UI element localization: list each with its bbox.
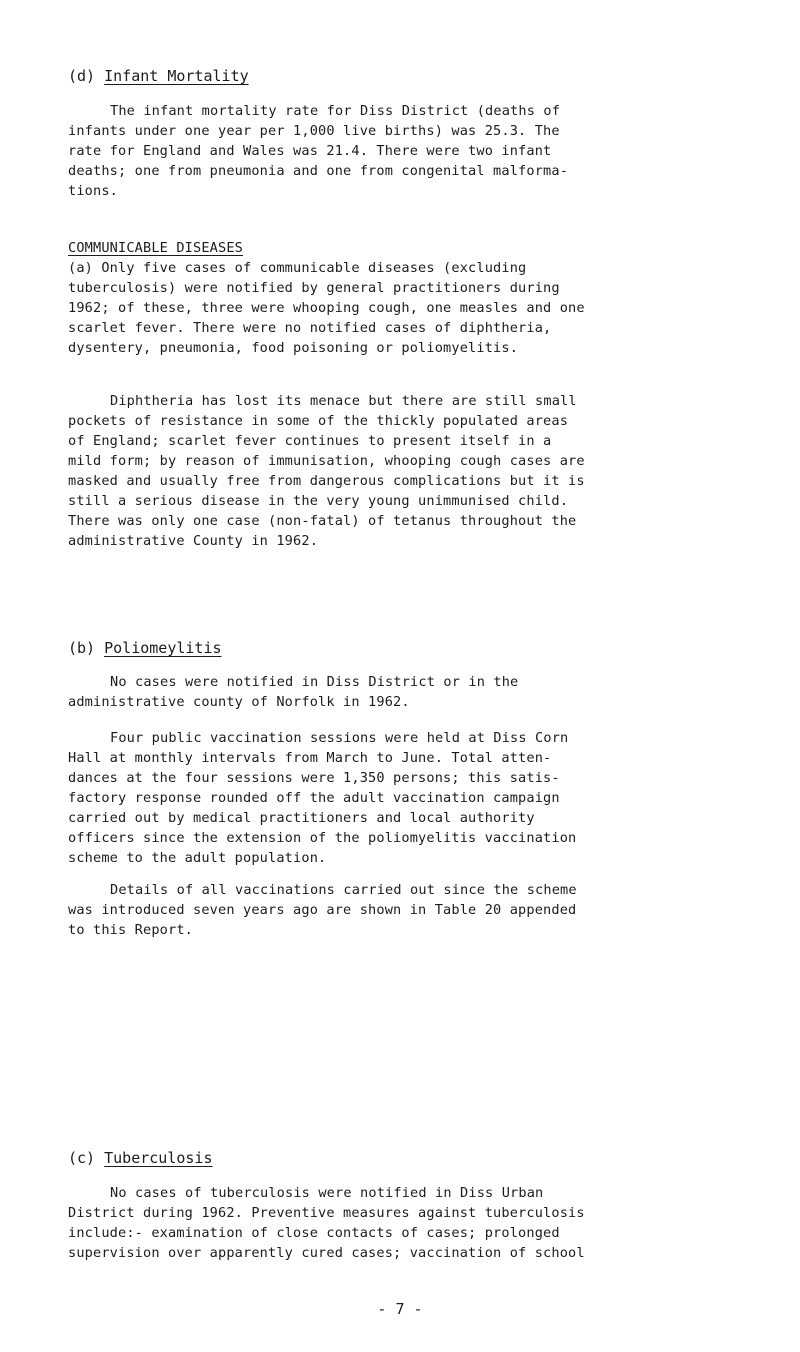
text-line: masked and usually free from dangerous complications but it is: [68, 473, 585, 489]
text-line: District during 1962. Preventive measures against tuberculosis: [68, 1205, 585, 1221]
text-line: scheme to the adult population.: [68, 850, 327, 866]
text-line: (a) Only five cases of communicable diseases (excluding: [68, 260, 527, 276]
text-line: factory response rounded off the adult vaccination campaign: [68, 790, 560, 806]
section-heading-tuberculosis: [68, 1148, 213, 1168]
section-heading-infant-mortality: [68, 66, 249, 86]
paragraph-infant-mortality: [68, 101, 568, 201]
section-heading-poliomyelitis: [68, 638, 222, 658]
section-title-communicable-diseases: COMMUNICABLE DISEASES: [68, 240, 244, 256]
paragraph-tuberculosis: [68, 1183, 585, 1263]
text-line: scarlet fever. There were no notified cases of diphtheria,: [68, 320, 552, 336]
text-line: Details of all vaccinations carried out since the scheme: [110, 882, 577, 898]
text-line: Four public vaccination sessions were held at Diss Corn: [110, 730, 569, 746]
text-line: carried out by medical practitioners and local authority: [68, 810, 535, 826]
text-line: There was only one case (non-fatal) of tetanus throughout the: [68, 513, 577, 529]
section-label: (c): [68, 1149, 96, 1167]
text-line: include:- examination of close contacts of cases; prolonged: [68, 1225, 560, 1241]
text-line: administrative County in 1962.: [68, 533, 319, 549]
paragraph-polio-vaccination: [68, 728, 576, 868]
section-label: (b): [68, 639, 96, 657]
text-line: deaths; one from pneumonia and one from congenital malforma-: [68, 163, 569, 179]
text-line: dysentery, pneumonia, food poisoning or poliomyelitis.: [68, 340, 519, 356]
text-line: was introduced seven years ago are shown in Table 20 appended: [68, 902, 577, 918]
text-line: The infant mortality rate for Diss District (deaths of: [110, 103, 561, 119]
text-line: dances at the four sessions were 1,350 persons; this satis-: [68, 770, 560, 786]
page-number: - 7 -: [377, 1300, 423, 1318]
text-line: officers since the extension of the poliomyelitis vaccination: [68, 830, 577, 846]
section-label: (d): [68, 67, 96, 85]
text-line: mild form; by reason of immunisation, whooping cough cases are: [68, 453, 585, 469]
text-line: rate for England and Wales was 21.4. There were two infant: [68, 143, 552, 159]
section-title: Tuberculosis: [104, 1149, 213, 1167]
section-title: Infant Mortality: [104, 67, 249, 85]
paragraph-polio-notifications: [68, 672, 518, 712]
text-line: supervision over apparently cured cases; vaccination of school: [68, 1245, 585, 1261]
paragraph-communicable-diseases: [68, 238, 585, 358]
text-line: 1962; of these, three were whooping cough, one measles and one: [68, 300, 585, 316]
text-line: No cases of tuberculosis were notified in Diss Urban: [110, 1185, 544, 1201]
paragraph-diphtheria: [68, 391, 585, 551]
paragraph-polio-details: [68, 880, 577, 940]
section-title: Poliomeylitis: [104, 639, 222, 657]
text-line: pockets of resistance in some of the thickly populated areas: [68, 413, 569, 429]
text-line: still a serious disease in the very young unimmunised child.: [68, 493, 569, 509]
text-line: of England; scarlet fever continues to present itself in a: [68, 433, 552, 449]
text-line: tions.: [68, 183, 119, 199]
text-line: tuberculosis) were notified by general practitioners during: [68, 280, 560, 296]
text-line: administrative county of Norfolk in 1962.: [68, 694, 410, 710]
text-line: Hall at monthly intervals from March to June. Total atten-: [68, 750, 552, 766]
text-line: Diphtheria has lost its menace but there are still small: [110, 393, 577, 409]
text-line: No cases were notified in Diss District or in the: [110, 674, 519, 690]
text-line: infants under one year per 1,000 live births) was 25.3. The: [68, 123, 560, 139]
text-line: to this Report.: [68, 922, 194, 938]
